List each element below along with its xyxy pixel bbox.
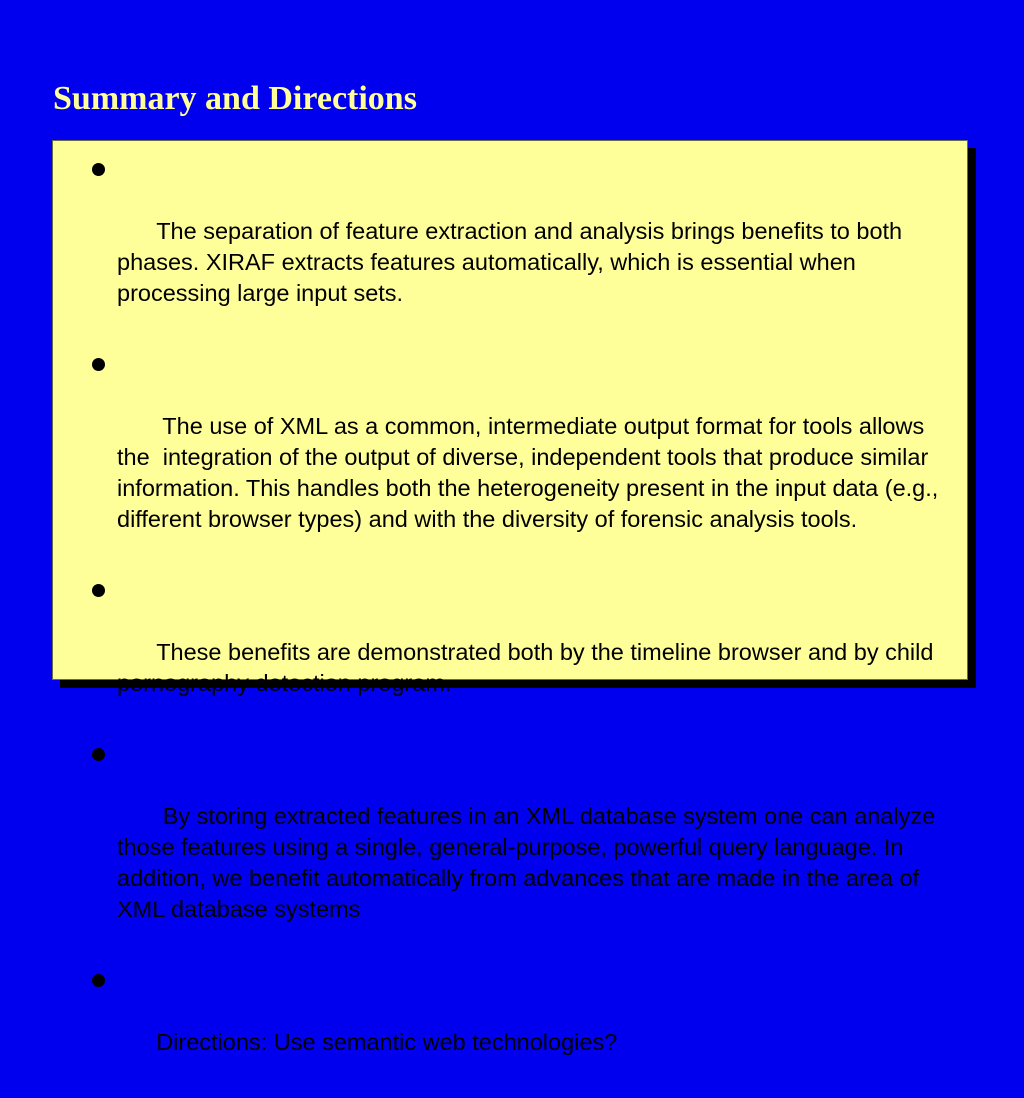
bullet-dot-icon [92,163,105,176]
slide-title: Summary and Directions [53,80,417,117]
bullet-dot-icon [92,584,105,597]
bullet-item [89,739,959,956]
bullet-dot-icon [92,748,105,761]
bullet-dot-icon [92,358,105,371]
bullet-item [89,965,959,1089]
bullet-text: By storing extracted features in an XML database system one can analyze those features using a single, general-purpose, powerful query language. In addition, we benefit automatically from advances that are made in the area of XML database systems [117,803,942,922]
bullet-dot-icon [92,974,105,987]
bullet-item [89,575,959,730]
bullet-text: The use of XML as a common, intermediate output format for tools allows the integration of the output of diverse, independent tools that produce similar information. This handles both the heterogeneity present in the input data (e.g., different browser types) and with the diversity of forensic analysis tools. [117,413,945,532]
bullet-text: The separation of feature extraction and analysis brings benefits to both phases. XIRAF extracts features automatically, which is essential when processing large input sets. [117,218,909,306]
content-box [52,140,968,1055]
bullet-item [89,349,959,566]
bullet-list [89,154,959,1098]
bullet-item [89,154,959,340]
bullet-text: Directions: Use semantic web technologies? [156,1029,618,1055]
bullet-text: These benefits are demonstrated both by the timeline browser and by child pornography detection program. [117,639,940,696]
